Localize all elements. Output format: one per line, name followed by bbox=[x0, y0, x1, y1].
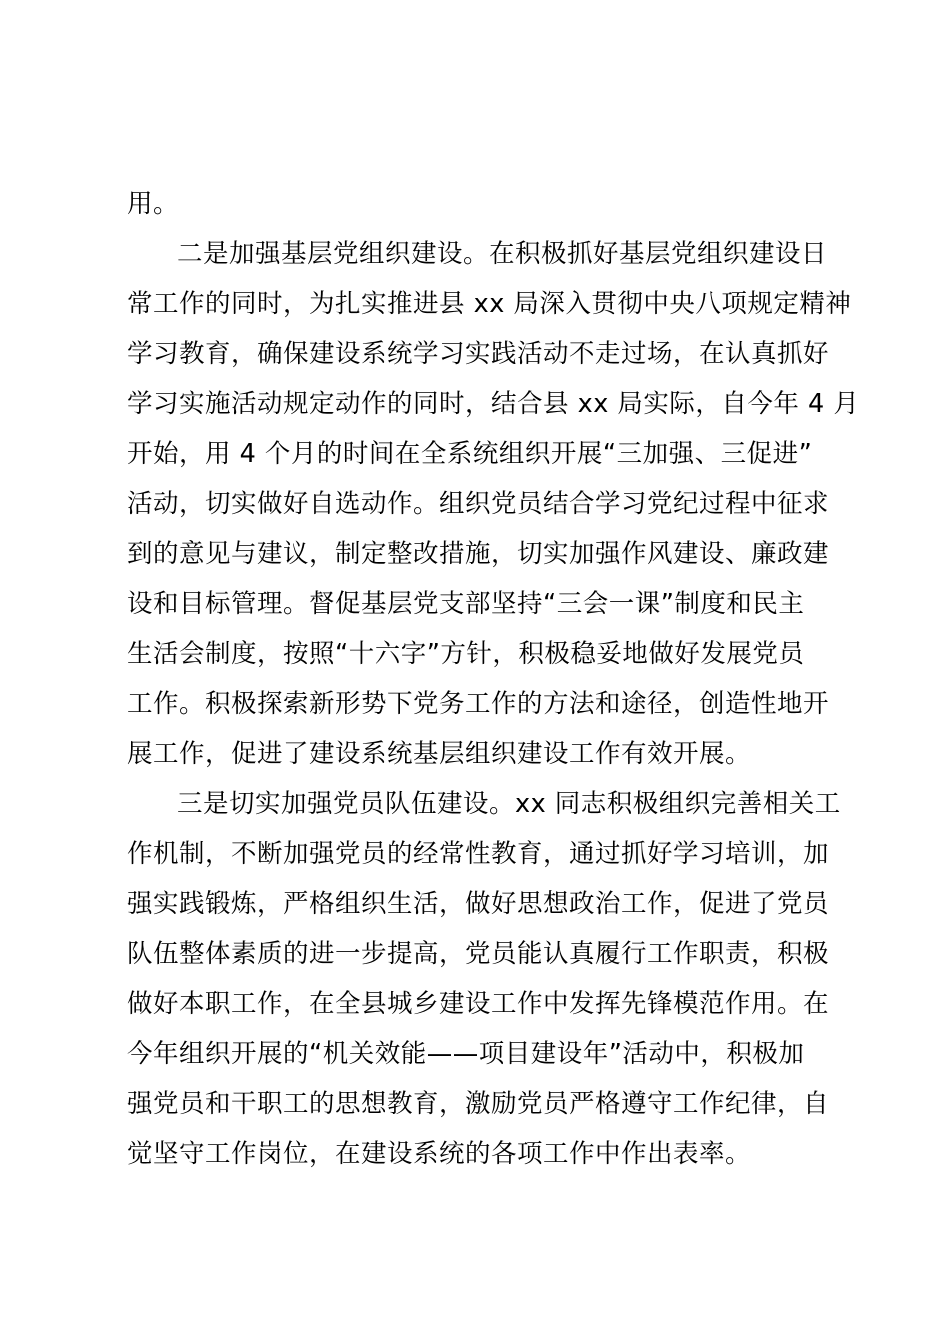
text-line: 作机制，不断加强党员的经常性教育，通过抓好学习培训，加 bbox=[127, 839, 830, 869]
paragraph-start-line: 二是加强基层党组织建设。在积极抓好基层党组织建设日 bbox=[177, 239, 828, 269]
text-line: 到的意见与建议，制定整改措施，切实加强作风建设、廉政建 bbox=[127, 539, 830, 569]
text-line: 强党员和干职工的思想教育，激励党员严格遵守工作纪律，自 bbox=[127, 1089, 830, 1119]
text-line: 生活会制度，按照“十六字”方针，积极稳妥地做好发展党员 bbox=[127, 639, 805, 669]
text-line: 觉坚守工作岗位，在建设系统的各项工作中作出表率。 bbox=[127, 1139, 752, 1169]
text-line: 常工作的同时，为扎实推进县 xx 局深入贯彻中央八项规定精神 bbox=[127, 289, 852, 319]
text-line: 强实践锻炼，严格组织生活，做好思想政治工作，促进了党员 bbox=[127, 889, 830, 919]
text-line: 学习教育，确保建设系统学习实践活动不走过场，在认真抓好 bbox=[127, 339, 830, 369]
text-line: 队伍整体素质的进一步提高，党员能认真履行工作职责，积极 bbox=[127, 939, 830, 969]
text-line: 设和目标管理。督促基层党支部坚持“三会一课”制度和民主 bbox=[127, 589, 805, 619]
text-line: 工作。积极探索新形势下党务工作的方法和途径，创造性地开 bbox=[127, 689, 830, 719]
text-line: 用。 bbox=[127, 189, 180, 219]
text-line: 展工作，促进了建设系统基层组织建设工作有效开展。 bbox=[127, 739, 752, 769]
text-line: 做好本职工作，在全县城乡建设工作中发挥先锋模范作用。在 bbox=[127, 989, 830, 1019]
paragraph-start-line: 三是切实加强党员队伍建设。xx 同志积极组织完善相关工 bbox=[177, 789, 841, 819]
text-line: 学习实施活动规定动作的同时，结合县 xx 局实际，自今年 4 月 bbox=[127, 389, 860, 419]
text-line: 开始，用 4 个月的时间在全系统组织开展“三加强、三促进” bbox=[127, 439, 813, 469]
text-line: 活动，切实做好自选动作。组织党员结合学习党纪过程中征求 bbox=[127, 489, 830, 519]
text-line: 今年组织开展的“机关效能——项目建设年”活动中，积极加 bbox=[127, 1039, 805, 1069]
